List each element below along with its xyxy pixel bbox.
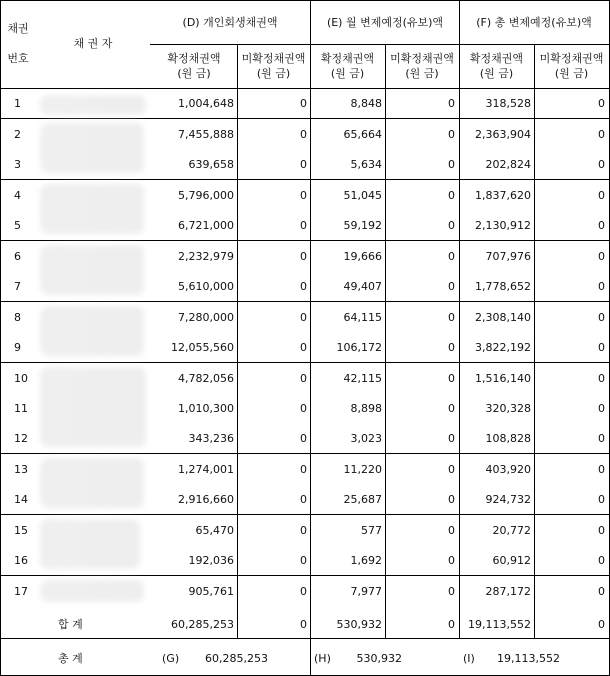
cell-d-confirmed: 343,236 <box>188 432 234 445</box>
cell-f-confirmed: 202,824 <box>485 158 531 171</box>
row-number: 2 <box>14 128 21 141</box>
cell-f-unconfirmed: 0 <box>598 554 605 567</box>
cell-f-unconfirmed: 0 <box>598 280 605 293</box>
cell-f-unconfirmed: 0 <box>598 311 605 324</box>
cell-d-confirmed: 1,010,300 <box>178 402 234 415</box>
cell-f-unconfirmed: 0 <box>598 97 605 110</box>
header-d-unconfirmed: 미확정채권액 <box>241 52 306 65</box>
cell-f-unconfirmed: 0 <box>598 585 605 598</box>
cell-e-unconfirmed: 0 <box>448 311 455 324</box>
row-number: 4 <box>14 189 21 202</box>
cell-d-unconfirmed: 0 <box>300 158 307 171</box>
cell-d-unconfirmed: 0 <box>300 585 307 598</box>
cell-f-confirmed: 3,822,192 <box>475 341 531 354</box>
cell-e-unconfirmed: 0 <box>448 158 455 171</box>
cell-f-unconfirmed: 0 <box>598 493 605 506</box>
cell-d-confirmed: 5,610,000 <box>178 280 234 293</box>
cell-f-confirmed: 287,172 <box>485 585 531 598</box>
header-bottom-line <box>0 88 609 89</box>
header-e-unit: (원 금) <box>330 67 365 80</box>
cell-e-confirmed: 42,115 <box>343 372 382 385</box>
cell-d-confirmed: 905,761 <box>188 585 234 598</box>
header-e-confirmed: 확정채권액 <box>320 52 375 65</box>
total-g-value: 60,285,253 <box>205 652 268 665</box>
subtotal-f-confirmed: 19,113,552 <box>468 618 531 631</box>
row-number: 11 <box>14 402 28 415</box>
cell-e-confirmed: 25,687 <box>343 493 382 506</box>
cell-e-unconfirmed: 0 <box>448 280 455 293</box>
total-h-tag: (H) <box>314 652 331 665</box>
cell-f-unconfirmed: 0 <box>598 463 605 476</box>
row-number: 3 <box>14 158 21 171</box>
total-i-value: 19,113,552 <box>497 652 560 665</box>
cell-f-unconfirmed: 0 <box>598 250 605 263</box>
cell-e-confirmed: 1,692 <box>350 554 382 567</box>
cell-f-confirmed: 924,732 <box>485 493 531 506</box>
cell-d-confirmed: 639,658 <box>188 158 234 171</box>
cell-e-unconfirmed: 0 <box>448 402 455 415</box>
subtotal-d-confirmed: 60,285,253 <box>171 618 234 631</box>
header-no-top: 채권 <box>7 22 29 35</box>
header-group-e: (E) 월 변제예정(유보)액 <box>326 16 444 29</box>
cell-f-unconfirmed: 0 <box>598 189 605 202</box>
cell-e-confirmed: 11,220 <box>343 463 382 476</box>
header-d-unit: (원 금) <box>177 67 211 80</box>
redacted-creditor-name <box>40 580 144 602</box>
cell-e-confirmed: 8,848 <box>350 97 382 110</box>
redacted-creditor-name <box>40 123 144 173</box>
cell-d-confirmed: 1,274,001 <box>178 463 234 476</box>
row-number: 12 <box>14 432 28 445</box>
cell-e-unconfirmed: 0 <box>448 463 455 476</box>
cell-e-confirmed: 51,045 <box>343 189 382 202</box>
cell-d-unconfirmed: 0 <box>300 341 307 354</box>
total-g-tag: (G) <box>162 652 180 665</box>
cell-d-confirmed: 12,055,560 <box>171 341 234 354</box>
cell-f-confirmed: 60,912 <box>492 554 531 567</box>
cell-f-confirmed: 1,778,652 <box>475 280 531 293</box>
cell-e-confirmed: 8,898 <box>350 402 382 415</box>
cell-d-unconfirmed: 0 <box>300 189 307 202</box>
cell-f-confirmed: 320,328 <box>485 402 531 415</box>
cell-d-confirmed: 5,796,000 <box>178 189 234 202</box>
cell-e-unconfirmed: 0 <box>448 372 455 385</box>
total-top-line <box>0 638 609 639</box>
redacted-creditor-name <box>40 367 146 447</box>
cell-d-unconfirmed: 0 <box>300 250 307 263</box>
header-creditor: 채 권 자 <box>73 37 113 50</box>
subtotal-f-unconfirmed: 0 <box>598 618 605 631</box>
group-line <box>0 118 609 119</box>
header-d-confirmed: 확정채권액 <box>167 52 221 65</box>
redacted-creditor-name <box>40 306 144 356</box>
cell-f-confirmed: 403,920 <box>485 463 531 476</box>
subtotal-e-unconfirmed: 0 <box>448 618 455 631</box>
cell-f-unconfirmed: 0 <box>598 128 605 141</box>
row-number: 5 <box>14 219 21 232</box>
cell-f-confirmed: 2,308,140 <box>475 311 531 324</box>
header-f-unconfirmed: 미확정채권액 <box>539 52 604 65</box>
border-top <box>0 0 609 1</box>
header-f-confirmed: 확정채권액 <box>469 52 524 65</box>
redacted-creditor-name <box>40 184 144 234</box>
total-label: 총 계 <box>58 652 83 665</box>
row-number: 1 <box>14 97 21 110</box>
redacted-creditor-name <box>40 458 144 508</box>
subtotal-e-confirmed: 530,932 <box>336 618 382 631</box>
group-line <box>0 575 609 576</box>
group-line <box>0 362 609 363</box>
cell-e-unconfirmed: 0 <box>448 189 455 202</box>
cell-e-confirmed: 5,634 <box>350 158 382 171</box>
cell-d-confirmed: 7,455,888 <box>178 128 234 141</box>
cell-d-unconfirmed: 0 <box>300 554 307 567</box>
cell-f-unconfirmed: 0 <box>598 341 605 354</box>
cell-e-confirmed: 65,664 <box>343 128 382 141</box>
cell-d-confirmed: 2,232,979 <box>178 250 234 263</box>
row-number: 9 <box>14 341 21 354</box>
row-number: 6 <box>14 250 21 263</box>
group-line <box>0 453 609 454</box>
cell-f-unconfirmed: 0 <box>598 524 605 537</box>
cell-d-unconfirmed: 0 <box>300 219 307 232</box>
cell-e-confirmed: 3,023 <box>350 432 382 445</box>
cell-e-unconfirmed: 0 <box>448 219 455 232</box>
cell-e-unconfirmed: 0 <box>448 341 455 354</box>
cell-e-confirmed: 59,192 <box>343 219 382 232</box>
cell-d-unconfirmed: 0 <box>300 524 307 537</box>
header-e-unconfirmed: 미확정채권액 <box>390 52 454 65</box>
cell-f-unconfirmed: 0 <box>598 158 605 171</box>
cell-f-confirmed: 707,976 <box>485 250 531 263</box>
cell-e-unconfirmed: 0 <box>448 585 455 598</box>
cell-f-unconfirmed: 0 <box>598 372 605 385</box>
cell-d-unconfirmed: 0 <box>300 97 307 110</box>
cell-d-unconfirmed: 0 <box>300 280 307 293</box>
header-f-unit: (원 금) <box>479 67 514 80</box>
cell-d-confirmed: 4,782,056 <box>178 372 234 385</box>
cell-e-confirmed: 19,666 <box>343 250 382 263</box>
cell-f-confirmed: 20,772 <box>492 524 531 537</box>
cell-d-confirmed: 7,280,000 <box>178 311 234 324</box>
cell-d-confirmed: 192,036 <box>188 554 234 567</box>
cell-e-unconfirmed: 0 <box>448 554 455 567</box>
row-number: 7 <box>14 280 21 293</box>
cell-d-confirmed: 6,721,000 <box>178 219 234 232</box>
row-number: 14 <box>14 493 28 506</box>
row-number: 10 <box>14 372 28 385</box>
cell-e-confirmed: 64,115 <box>343 311 382 324</box>
cell-f-confirmed: 108,828 <box>485 432 531 445</box>
cell-d-unconfirmed: 0 <box>300 493 307 506</box>
header-f2-unit: (원 금) <box>554 67 589 80</box>
redacted-creditor-name <box>40 245 144 295</box>
cell-f-confirmed: 318,528 <box>485 97 531 110</box>
total-h-value: 530,932 <box>356 652 402 665</box>
subtotal-label: 합 계 <box>58 618 83 631</box>
cell-e-unconfirmed: 0 <box>448 250 455 263</box>
row-number: 13 <box>14 463 28 476</box>
row-number: 15 <box>14 524 28 537</box>
header-group-d: (D) 개인회생채권액 <box>182 16 278 29</box>
cell-d-confirmed: 65,470 <box>195 524 234 537</box>
cell-e-unconfirmed: 0 <box>448 432 455 445</box>
cell-e-unconfirmed: 0 <box>448 97 455 110</box>
cell-f-confirmed: 2,130,912 <box>475 219 531 232</box>
cell-e-confirmed: 106,172 <box>336 341 382 354</box>
total-i-tag: (I) <box>463 652 475 665</box>
group-line <box>0 514 609 515</box>
row-number: 17 <box>14 585 28 598</box>
cell-f-unconfirmed: 0 <box>598 219 605 232</box>
redacted-creditor-name <box>40 519 140 569</box>
cell-d-unconfirmed: 0 <box>300 463 307 476</box>
redacted-creditor-name <box>40 95 146 115</box>
row-number: 16 <box>14 554 28 567</box>
group-line <box>0 301 609 302</box>
cell-f-confirmed: 1,516,140 <box>475 372 531 385</box>
cell-d-confirmed: 2,916,660 <box>178 493 234 506</box>
group-line <box>0 240 609 241</box>
cell-e-unconfirmed: 0 <box>448 493 455 506</box>
cell-e-confirmed: 49,407 <box>343 280 382 293</box>
header-group-f: (F) 총 변제예정(유보)액 <box>476 16 592 29</box>
cell-f-confirmed: 2,363,904 <box>475 128 531 141</box>
cell-d-unconfirmed: 0 <box>300 372 307 385</box>
group-line <box>0 179 609 180</box>
header-e2-unit: (원 금) <box>405 67 439 80</box>
header-no-bottom: 번호 <box>7 52 29 65</box>
cell-d-unconfirmed: 0 <box>300 402 307 415</box>
subtotal-d-unconfirmed: 0 <box>300 618 307 631</box>
header-d2-unit: (원 금) <box>256 67 291 80</box>
cell-e-confirmed: 577 <box>361 524 382 537</box>
row-number: 8 <box>14 311 21 324</box>
cell-d-confirmed: 1,004,648 <box>178 97 234 110</box>
cell-f-unconfirmed: 0 <box>598 432 605 445</box>
cell-e-unconfirmed: 0 <box>448 128 455 141</box>
header-mid-line <box>150 44 609 45</box>
cell-d-unconfirmed: 0 <box>300 128 307 141</box>
cell-d-unconfirmed: 0 <box>300 432 307 445</box>
cell-f-confirmed: 1,837,620 <box>475 189 531 202</box>
cell-e-unconfirmed: 0 <box>448 524 455 537</box>
cell-d-unconfirmed: 0 <box>300 311 307 324</box>
cell-e-confirmed: 7,977 <box>350 585 382 598</box>
cell-f-unconfirmed: 0 <box>598 402 605 415</box>
